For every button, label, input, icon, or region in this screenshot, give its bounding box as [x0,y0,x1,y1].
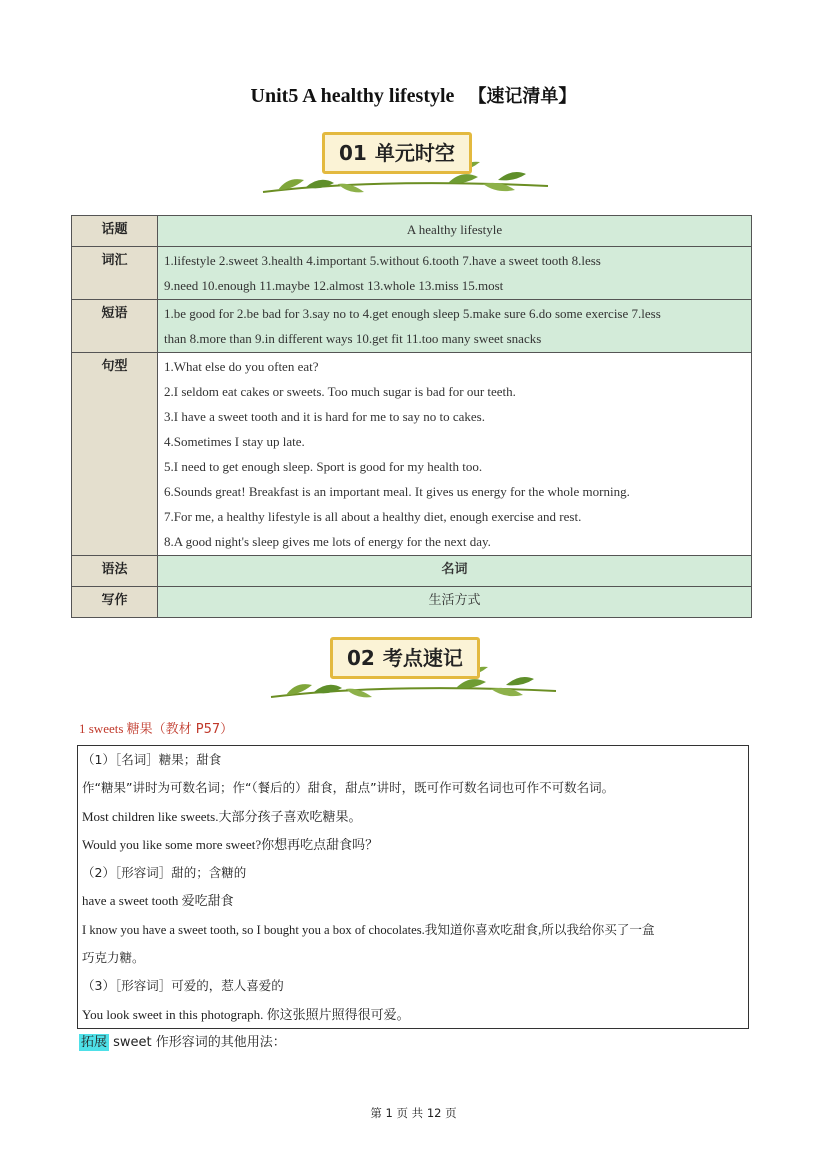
explain-line: 巧克力糖。 [82,950,145,966]
badge-label: 02 考点速记 [330,637,480,679]
sentences-value: 1.What else do you often eat? 2.I seldom eat cakes or sweets. Too much sugar is bad for our teeth. 3.I have a sweet tooth and it is hard for me to say no to cakes. 4.Sometimes I stay up late. 5.I need to get enough sleep. Sport is good for my health too. 6.Sounds great! Breakfast is an important meal. It gives us energy for the whole morning. 7.For me, a healthy lifestyle is all about a healthy diet, enough exercise and rest. 8.A good night's sleep gives me lots of energy for the next day. [158,353,752,556]
vocab-value: 1.lifestyle 2.sweet 3.health 4.important 5.without 6.tooth 7.have a sweet tooth 8.less 9.need 10.enough 11.maybe 12.almost 13.whole 13.miss 15.most [158,247,752,300]
explain-line: （3）［形容词］可爱的，惹人喜爱的 [82,978,284,994]
table-row [72,353,752,556]
explain-line: Would you like some more sweet?你想再吃点甜食吗？ [82,836,379,852]
explain-line: Most children like sweets.大部分孩子喜欢吃糖果。 [82,808,362,824]
title-cn: 【速记清单】 [468,86,577,107]
table-row [72,247,752,300]
table-row [72,587,752,618]
topic-value: A healthy lifestyle [158,216,752,247]
grammar-value: 名词 [158,556,752,587]
extension-tag: 拓展 [81,1035,108,1050]
row-label-vocab: 词汇 [72,247,158,300]
row-label-sentences: 句型 [72,353,158,556]
section-heading: 1 sweets 糖果（教材 P57） [79,721,234,737]
page-title [0,82,827,108]
row-label-phrases: 短语 [72,300,158,353]
section-badge-01 [258,132,558,202]
section-badge-02 [266,637,566,707]
explain-line: （1）［名词］糖果；甜食 [82,752,222,767]
explain-line: I know you have a sweet tooth, so I bought you a box of chocolates.我知道你喜欢吃甜食,所以我给你买了一盒 [82,922,655,937]
writing-value: 生活方式 [158,587,752,618]
unit-summary-table [71,215,752,618]
explain-line: 作“糖果”讲时为可数名词；作“（餐后的）甜食，甜点”讲时，既可作可数名词也可作不可数名词。 [82,780,615,796]
title-en: Unit5 A healthy lifestyle [250,85,455,107]
explanation-box [77,745,749,1029]
page-footer: 第 1 页 共 12 页 [370,1106,457,1120]
table-row [72,300,752,353]
row-label-writing: 写作 [72,587,158,618]
table-row [72,556,752,587]
row-label-topic: 话题 [72,216,158,247]
badge-label: 01 单元时空 [322,132,472,174]
row-label-grammar: 语法 [72,556,158,587]
explain-line: You look sweet in this photograph. 你这张照片照得很可爱。 [82,1006,410,1022]
phrases-value: 1.be good for 2.be bad for 3.say no to 4.get enough sleep 5.make sure 6.do some exercise 7.less than 8.more than 9.in different ways 10.get fit 11.too many sweet snacks [158,300,752,353]
extension-text: sweet 作形容词的其他用法： [109,1035,286,1050]
table-row [72,216,752,247]
explain-line: have a sweet tooth 爱吃甜食 [82,893,234,909]
extension-line [79,1031,286,1050]
explain-line: （2）［形容词］甜的；含糖的 [82,865,247,881]
